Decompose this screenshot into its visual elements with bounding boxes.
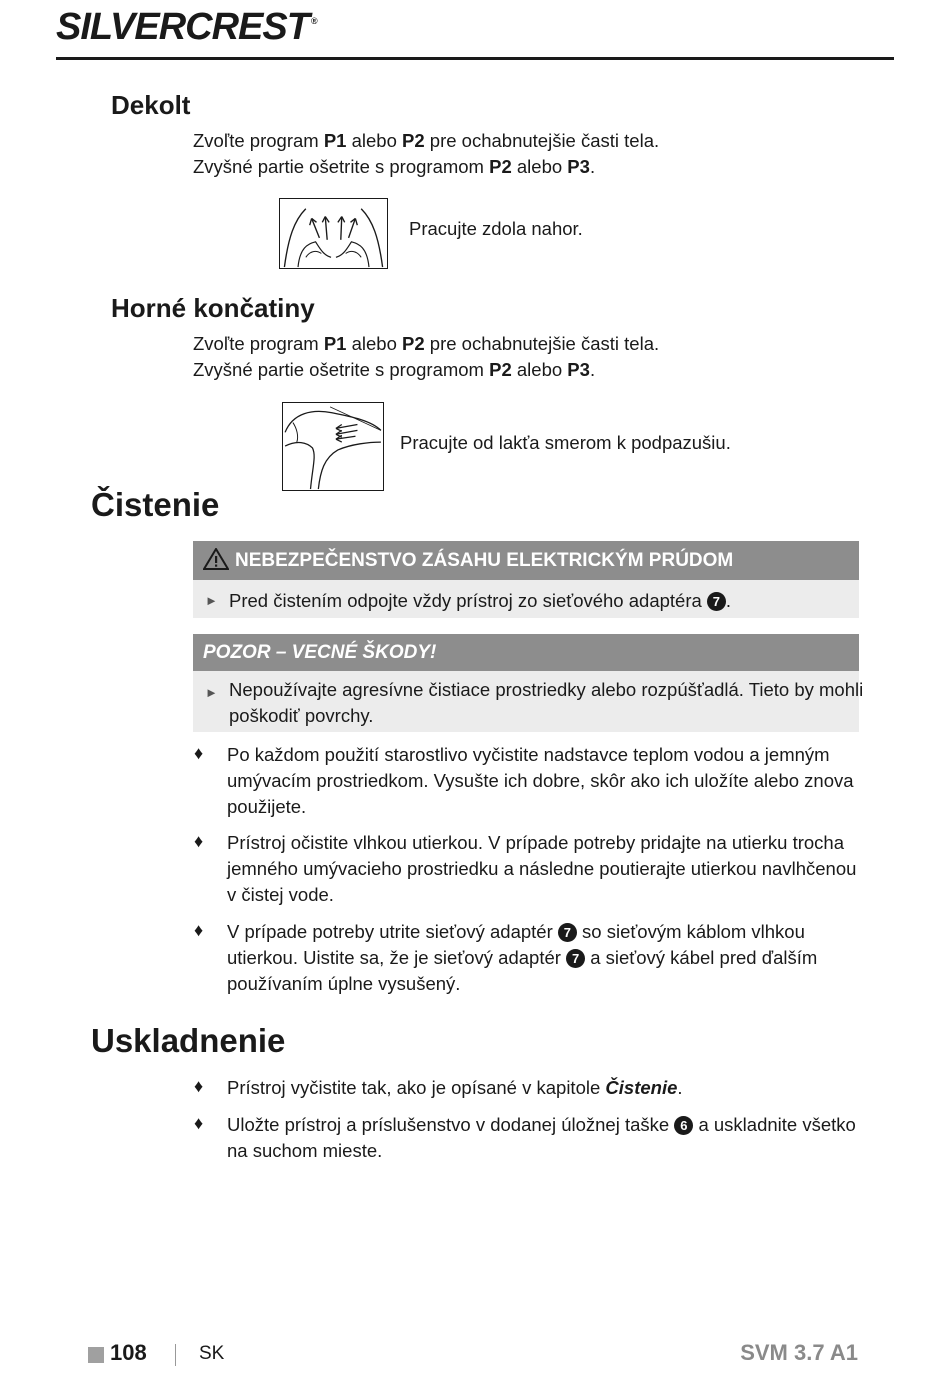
dekolt-line-2: Zvyšné partie ošetrite s programom P2 alebo P3.: [193, 156, 596, 177]
caution-header: POZOR – VECNÉ ŠKODY!: [193, 634, 859, 671]
warning-triangle-icon: [203, 545, 229, 584]
arms-caption: Pracujte od lakťa smerom k podpazušiu.: [400, 432, 731, 453]
brand-logo: SILVERCREST ®: [56, 6, 317, 48]
diamond-bullet-icon: ♦: [194, 920, 204, 940]
header-rule: [56, 57, 894, 60]
dekolt-caption: Pracujte zdola nahor.: [409, 218, 583, 239]
dekolt-line-1: Zvoľte program P1 alebo P2 pre ochabnutejšie časti tela.: [193, 130, 660, 151]
arms-line-1: Zvoľte program P1 alebo P2 pre ochabnutejšie časti tela.: [193, 333, 660, 354]
danger-warning-header: NEBEZPEČENSTVO ZÁSAHU ELEKTRICKÝM PRÚDOM: [193, 541, 859, 580]
arms-heading: Horné končatiny: [111, 293, 315, 323]
ref-number-badge: 7: [707, 592, 726, 611]
footer-divider: [175, 1344, 176, 1366]
ref-number-badge: 6: [674, 1116, 693, 1135]
footer-square-icon: [88, 1347, 104, 1363]
diamond-bullet-icon: ♦: [194, 831, 204, 851]
arms-line-2: Zvyšné partie ošetrite s programom P2 alebo P3.: [193, 359, 596, 380]
page-number: 108: [110, 1340, 147, 1365]
storage-bullet-1: Prístroj vyčistite tak, ako je opísané v kapitole Čistenie.: [227, 1077, 683, 1098]
storage-bullet-2-line-1: Uložte prístroj a príslušenstvo v dodanej úložnej taške 6 a uskladnite všetko: [227, 1114, 856, 1135]
dekolt-heading: Dekolt: [111, 90, 191, 120]
language-code: SK: [199, 1343, 225, 1364]
caution-item-line-2: poškodiť povrchy.: [229, 705, 374, 726]
diamond-bullet-icon: ♦: [194, 1113, 204, 1133]
cleaning-bullet-1-line-3: použijete.: [227, 796, 307, 817]
ref-number-badge: 7: [566, 949, 585, 968]
cleaning-bullet-3-line-1: V prípade potreby utrite sieťový adaptér 7 so sieťovým káblom vlhkou: [227, 921, 805, 942]
diamond-bullet-icon: ♦: [194, 1076, 204, 1096]
ref-number-badge: 7: [558, 923, 577, 942]
danger-warning-body: [193, 580, 859, 618]
storage-bullet-2-line-2: na suchom mieste.: [227, 1140, 383, 1161]
cleaning-bullet-3-line-3: používaním úplne vysušený.: [227, 973, 461, 994]
cleaning-bullet-2-line-1: Prístroj očistite vlhkou utierkou. V prípade potreby pridajte na utierku trocha: [227, 832, 844, 853]
diamond-bullet-icon: ♦: [194, 743, 204, 763]
model-number: SVM 3.7 A1: [740, 1340, 858, 1365]
cleaning-heading: Čistenie: [91, 486, 220, 523]
cleaning-bullet-2-line-3: v čistej vode.: [227, 884, 334, 905]
cleaning-bullet-1-line-2: umývacím prostriedkom. Vysušte ich dobre, skôr ako ich uložíte alebo znova: [227, 770, 854, 791]
caution-body: [193, 671, 864, 732]
danger-item: Pred čistením odpojte vždy prístroj zo sieťového adaptéra 7 .: [229, 590, 732, 611]
caution-item-line-1: Nepoužívajte agresívne čistiace prostriedky alebo rozpúšťadlá. Tieto by mohli: [229, 679, 864, 700]
arm-illustration: [282, 402, 384, 491]
cleaning-bullet-2-line-2: jemného umývacieho prostriedku a následne poutierajte utierkou navlhčenou: [227, 858, 857, 879]
triangle-arrow-icon: ►: [205, 593, 218, 608]
cleaning-bullet-1-line-1: Po každom použití starostlivo vyčistite nadstavce teplom vodou a jemným: [227, 744, 830, 765]
cleaning-bullet-3-line-2: utierkou. Uistite sa, že je sieťový adaptér 7 a sieťový kábel pred ďalším: [227, 947, 818, 968]
triangle-arrow-icon: ►: [205, 685, 218, 700]
storage-heading: Uskladnenie: [91, 1022, 286, 1059]
decollete-illustration: [279, 198, 388, 269]
